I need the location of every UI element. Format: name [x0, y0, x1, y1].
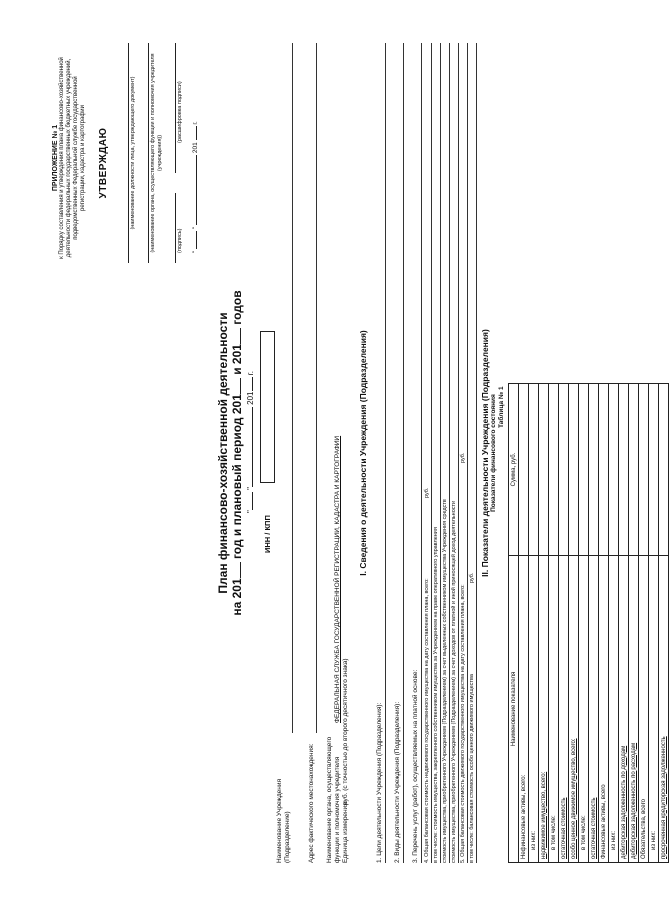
- appendix-line-2: деятельности федеральных государственных бюджетных учреждений,: [66, 58, 72, 257]
- section1-line-6: [449, 43, 450, 863]
- indicator-cell: остаточная стоимость: [589, 555, 599, 862]
- amount-cell[interactable]: [619, 383, 629, 555]
- table-row: [639, 383, 649, 862]
- table-row: [599, 383, 609, 862]
- position-caption: (наименование должности лица, утверждающего документ): [130, 75, 136, 230]
- section1-item-1: 1. Цели деятельности Учреждения (Подразделения):: [376, 702, 383, 863]
- address-label: Адрес фактического местонахождения:: [308, 743, 315, 863]
- table-row: [529, 383, 539, 862]
- table-row: [519, 383, 529, 862]
- table-row: [539, 383, 549, 862]
- organ-caption: (наименование органа, осуществляющего функции и полномочия учредителя (учреждения)): [150, 52, 163, 253]
- amount-cell[interactable]: [599, 383, 609, 555]
- table-row: [649, 383, 659, 862]
- appendix-block: [52, 33, 87, 283]
- section1-line-1: [385, 43, 386, 863]
- table-row: [589, 383, 599, 862]
- indicator-cell: Обязательства, всего: [639, 555, 649, 862]
- table-row: [629, 383, 639, 862]
- section1-line-7: [458, 43, 459, 863]
- approval-date: " " 201 г.: [192, 120, 199, 253]
- institution-line[interactable]: [292, 43, 293, 733]
- plan-subtitle: на 201 год и плановый период 201 и 201 годов: [230, 289, 244, 616]
- amount-cell[interactable]: [629, 383, 639, 555]
- section1-unit-9: руб.: [469, 572, 475, 583]
- indicator-cell: Финансовые активы, всего: [599, 555, 609, 862]
- plan-date: " " 201 г.: [246, 370, 255, 513]
- table-row: [609, 383, 619, 862]
- indicator-cell: из них:: [649, 555, 659, 862]
- amount-cell[interactable]: [649, 383, 659, 555]
- amount-cell[interactable]: [519, 383, 529, 555]
- indicator-cell: остаточная стоимость: [559, 555, 569, 862]
- indicator-cell: Нефинансовые активы, всего:: [519, 555, 529, 862]
- header-indicator: Наименование показателя: [509, 555, 519, 862]
- appendix-title: ПРИЛОЖЕНИЕ № 1: [52, 124, 59, 191]
- signature-caption: (подпись): [177, 228, 183, 253]
- amount-cell[interactable]: [539, 383, 549, 555]
- section-2-subtitle: Показатели финансового состояния: [490, 393, 497, 512]
- section1-line-9: [476, 43, 477, 863]
- section1-line-3: [421, 43, 422, 863]
- financial-table: [508, 383, 669, 863]
- amount-cell[interactable]: [579, 383, 589, 555]
- table-row: [619, 383, 629, 862]
- table-row: [559, 383, 569, 862]
- appendix-line-3: подведомственных Федеральной службе государственной: [73, 75, 79, 240]
- name-caption: (расшифровка подписи): [177, 80, 183, 143]
- plan-title: План финансово-хозяйственной деятельности: [216, 311, 230, 594]
- indicator-cell: из них:: [609, 555, 619, 862]
- section1-unit-8: руб.: [460, 452, 466, 463]
- position-line: [128, 43, 129, 263]
- section1-line-2: [403, 43, 404, 863]
- amount-cell[interactable]: [529, 383, 539, 555]
- table-row: [659, 383, 669, 862]
- table-row: [549, 383, 559, 862]
- section1-item-5: в том числе: стоимость имущества, закрепленного собственником имущества за Учреждением на праве оперативного управления: [433, 526, 439, 863]
- section1-line-4: [431, 43, 432, 863]
- amount-cell[interactable]: [639, 383, 649, 555]
- section1-item-9: в том числе: балансовая стоимость особо ценного движимого имущества: [469, 673, 475, 863]
- indicator-cell: из них:: [529, 555, 539, 862]
- table-header-row: [509, 383, 519, 862]
- amount-cell[interactable]: [559, 383, 569, 555]
- institution-sublabel: (Подразделение): [284, 810, 291, 863]
- section1-item-7: стоимость имущества, приобретенного Учреждением (Подразделением) за счет доходов от платной и иной приносящей доход деятельности: [451, 500, 457, 863]
- organ-value: ФЕДЕРАЛЬНАЯ СЛУЖБА ГОСУДАРСТВЕННОЙ РЕГИСТРАЦИИ, КАДАСТРА И КАРТОГРАФИИ: [334, 435, 341, 723]
- organ-line: [148, 43, 149, 263]
- amount-cell[interactable]: [549, 383, 559, 555]
- section1-item-3: 3. Перечень услуг (работ), осуществляемых на платной основе:: [412, 669, 419, 863]
- section1-item-2: 2. Виды деятельности Учреждения (Подразделения):: [394, 701, 401, 863]
- address-line[interactable]: [316, 43, 317, 733]
- section1-unit-4: руб.: [424, 487, 430, 498]
- organ-label: Наименование органа, осуществляющего: [326, 736, 333, 863]
- section1-item-4: 4. Общая балансовая стоимость недвижимого государственного имущества на дату составления плана, всего:: [424, 577, 430, 863]
- header-amount: Сумма, руб.: [509, 383, 519, 555]
- name-line: [175, 43, 176, 173]
- section-1-title: I. Сведения о деятельности Учреждения (Подразделения): [358, 329, 368, 576]
- indicator-cell: просроченная кредиторская задолженность: [659, 555, 669, 862]
- inn-field[interactable]: [260, 331, 275, 483]
- appendix-line-4: регистрации, кадастра и картографии: [80, 104, 86, 211]
- signature-line: [175, 193, 176, 263]
- appendix-line-1: к Порядку составления и утверждения плана финансово-хозяйственной: [59, 56, 65, 259]
- amount-cell[interactable]: [609, 383, 619, 555]
- approval-title: УТВЕРЖДАЮ: [98, 127, 109, 198]
- indicator-cell: в том числе:: [549, 555, 559, 862]
- document-page: [40, 23, 667, 883]
- section1-line-8: [467, 43, 468, 863]
- indicator-cell: недвижимое имущество, всего:: [539, 555, 549, 862]
- amount-cell[interactable]: [589, 383, 599, 555]
- table-row: [579, 383, 589, 862]
- indicator-cell: в том числе:: [579, 555, 589, 862]
- indicator-cell: дебиторская задолженность по доходам: [619, 555, 629, 862]
- table-label: Таблица № 1: [498, 385, 505, 428]
- section1-item-6: стоимость имущества, приобретенного Учреждением (Подразделением) за счет выделенных собственником имущества Учреждения средств: [442, 498, 448, 863]
- indicator-cell: дебиторская задолженность по расходам: [629, 555, 639, 862]
- section1-line-5: [440, 43, 441, 863]
- unit-label: Единица измерения:: [342, 799, 349, 863]
- section1-item-8: 5. Общая балансовая стоимость движимого государственного имущества на дату составления плана, всего:: [460, 583, 466, 863]
- organ-label-2: функции и полномочия учредителя: [334, 756, 341, 863]
- section-2-title: II. Показатели деятельности Учреждения (Подразделения): [480, 328, 490, 577]
- table-row: [569, 383, 579, 862]
- institution-label: Наименование Учреждения: [276, 778, 283, 863]
- inn-label: ИНН / КПП: [263, 514, 272, 553]
- amount-cell[interactable]: [569, 383, 579, 555]
- indicator-cell: особо ценное движимое имущество, всего:: [569, 555, 579, 862]
- amount-cell[interactable]: [659, 383, 669, 555]
- unit-value: руб. (с точностью до второго десятичного знака): [342, 657, 349, 805]
